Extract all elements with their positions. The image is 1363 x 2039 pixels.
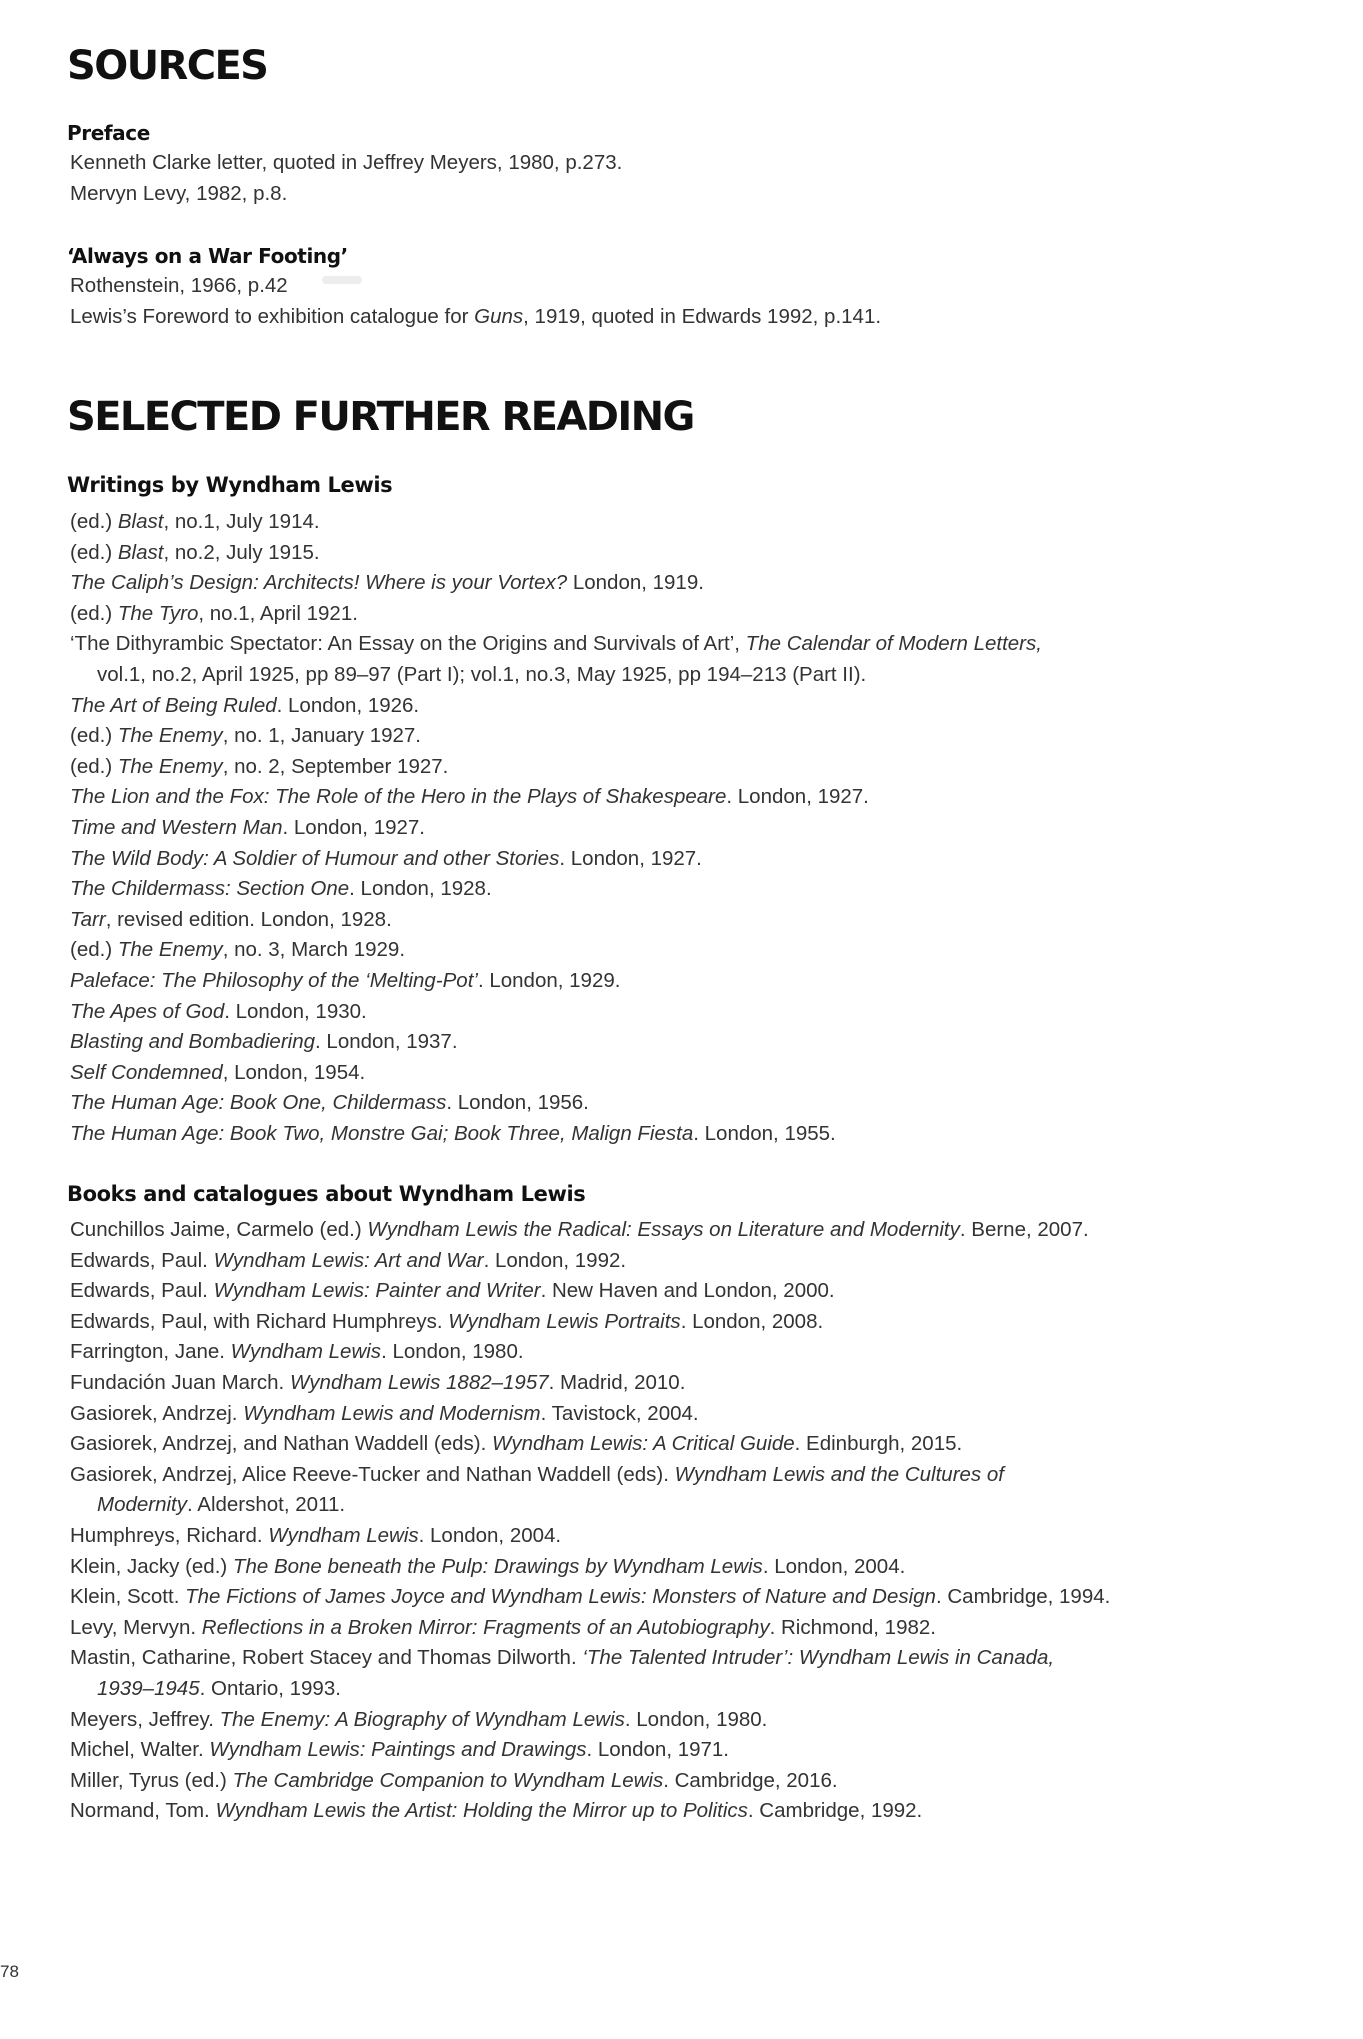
work-title: Wyndham Lewis: Paintings and Drawings [209, 1738, 587, 1762]
entry-text: . London, 1956. [446, 1091, 589, 1115]
entry-text: Levy, Mervyn. [70, 1615, 202, 1639]
reference-entry [70, 1429, 1110, 1460]
reference-entry-continuation [70, 660, 1042, 691]
entry-text: . London, 2004. [418, 1523, 562, 1547]
reference-entry [70, 148, 622, 179]
reference-entry [70, 1276, 1110, 1307]
entry-text: Lewis’s Foreword to exhibition catalogue for [70, 304, 475, 328]
entry-text: (ed.) [70, 724, 118, 748]
work-title: The Human Age: Book Two, Monstre Gai; Book Three, Malign Fiesta [70, 1121, 694, 1145]
work-title: The Tyro [117, 601, 199, 625]
war-footing-list [70, 271, 881, 332]
reference-entry [70, 874, 1042, 905]
reference-entry [70, 538, 1042, 569]
entry-text: Klein, Jacky (ed.) [70, 1554, 233, 1578]
reference-entry [70, 782, 1042, 813]
entry-text: . London, 1992. [483, 1248, 627, 1272]
entry-text: (ed.) [70, 601, 118, 625]
work-title: Guns [474, 304, 524, 328]
work-title: Reflections in a Broken Mirror: Fragments of an Autobiography [201, 1615, 770, 1639]
work-title: The Enemy [117, 724, 223, 748]
reference-entry [70, 179, 622, 210]
page-number: 78 [0, 1962, 19, 1981]
entry-text: . London, 1971. [586, 1738, 730, 1762]
entry-text: . London, 1955. [693, 1121, 836, 1145]
work-title: Paleface: The Philosophy of the ‘Melting-Pot’ [70, 968, 478, 992]
reference-entry [70, 1582, 1110, 1613]
entry-text: , no. 1, January 1927. [222, 724, 421, 748]
reference-entry [70, 1460, 1110, 1491]
reference-entry [70, 935, 1042, 966]
entry-text: . Cambridge, 2016. [663, 1768, 838, 1792]
work-title: The Apes of God [70, 999, 225, 1023]
entry-text: , London, 1954. [222, 1060, 366, 1084]
work-title: Modernity [97, 1493, 188, 1517]
entry-text: vol.1, no.2, April 1925, pp 89–97 (Part I); vol.1, no.3, May 1925, pp 194–213 (Part II). [97, 662, 867, 686]
work-title: Wyndham Lewis and the Cultures of [674, 1462, 1004, 1486]
work-title: Time and Western Man [70, 815, 283, 839]
reference-entry [70, 302, 881, 333]
reference-entry [70, 507, 1042, 538]
entry-text: Michel, Walter. [70, 1738, 210, 1762]
entry-text: Mastin, Catharine, Robert Stacey and Thomas Dilworth. [70, 1646, 583, 1670]
entry-text: . London, 1927. [726, 785, 869, 809]
entry-text: . London, 1980. [624, 1707, 768, 1731]
entry-text: . London, 1927. [282, 815, 425, 839]
reference-entry [70, 271, 881, 302]
work-title: The Calendar of Modern Letters, [745, 632, 1042, 656]
reference-entry [70, 1119, 1042, 1150]
work-title: The Human Age: Book One, Childermass [70, 1091, 447, 1115]
work-title: The Caliph’s Design: Architects! Where is your Vortex? [70, 571, 568, 595]
entry-text: , no.1, July 1914. [163, 510, 320, 533]
work-title: Blast [117, 510, 164, 533]
reference-entry [70, 1246, 1110, 1277]
entry-text: . Cambridge, 1994. [935, 1585, 1111, 1609]
reference-entry [70, 1796, 1110, 1827]
reference-entry [70, 844, 1042, 875]
entry-text: , no. 3, March 1929. [222, 938, 406, 962]
work-title: The Enemy: A Biography of Wyndham Lewis [219, 1707, 625, 1731]
entry-text: Farrington, Jane. [70, 1340, 231, 1364]
entry-text: , no.2, July 1915. [163, 540, 320, 564]
entry-text: . Berne, 2007. [959, 1218, 1089, 1241]
writings-by-lewis-heading: Writings by Wyndham Lewis [67, 473, 393, 497]
work-title: Wyndham Lewis [268, 1523, 419, 1547]
work-title: The Lion and the Fox: The Role of the Hero in the Plays of Shakespeare [70, 785, 727, 809]
entry-text: (ed.) [70, 938, 118, 962]
work-title: Wyndham Lewis [230, 1340, 382, 1364]
further-reading-heading: SELECTED FURTHER READING [67, 394, 694, 440]
entry-text: Normand, Tom. [70, 1799, 216, 1823]
entry-text: Gasiorek, Andrzej, and Nathan Waddell (eds). [70, 1432, 492, 1456]
entry-text: (ed.) [70, 754, 118, 778]
entry-text: . Richmond, 1982. [769, 1615, 936, 1639]
work-title: The Childermass: Section One [70, 877, 350, 901]
reference-entry [70, 1368, 1110, 1399]
entry-text: . London, 2004. [762, 1554, 906, 1578]
sources-heading: SOURCES [67, 43, 268, 89]
entry-text: . London, 1980. [381, 1340, 524, 1364]
work-title: Blasting and Bombadiering [70, 1030, 316, 1054]
reference-entry [70, 905, 1042, 936]
entry-text: . Cambridge, 1992. [747, 1799, 923, 1823]
books-about-lewis-heading: Books and catalogues about Wyndham Lewis [67, 1182, 586, 1206]
entry-text: . London, 1937. [315, 1030, 458, 1054]
reference-entry [70, 721, 1042, 752]
reference-entry [70, 1399, 1110, 1430]
reference-entry [70, 1337, 1110, 1368]
entry-text: Klein, Scott. [70, 1585, 186, 1609]
work-title: The Bone beneath the Pulp: Drawings by Wyndham Lewis [232, 1554, 763, 1578]
reference-entry [70, 1613, 1110, 1644]
reference-entry [70, 1521, 1110, 1552]
work-title: ‘The Talented Intruder’: Wyndham Lewis in Canada, [582, 1646, 1055, 1670]
entry-text: Miller, Tyrus (ed.) [70, 1768, 233, 1792]
reference-entry [70, 599, 1042, 630]
reference-entry [70, 1307, 1110, 1338]
reference-entry [70, 1088, 1042, 1119]
books-about-lewis-list [70, 1215, 1110, 1827]
entry-text: . Edinburgh, 2015. [794, 1432, 963, 1456]
entry-text: Gasiorek, Andrzej. [70, 1401, 244, 1425]
entry-text: . Tavistock, 2004. [540, 1401, 699, 1425]
entry-text: London, 1919. [567, 571, 704, 595]
entry-text: . London, 1928. [349, 877, 492, 901]
reference-entry [70, 1027, 1042, 1058]
entry-text: Mervyn Levy, 1982, p.8. [70, 181, 288, 205]
work-title: Wyndham Lewis: Art and War [213, 1248, 484, 1272]
work-title: The Enemy [117, 938, 223, 962]
entry-text: ‘The Dithyrambic Spectator: An Essay on the Origins and Survivals of Art’, [70, 632, 746, 656]
entry-text: Kenneth Clarke letter, quoted in Jeffrey Meyers, 1980, p.273. [70, 151, 623, 174]
writings-by-lewis-list [70, 507, 1042, 1149]
entry-text: Rothenstein, 1966, p.42 [70, 274, 288, 297]
entry-text: (ed.) [70, 540, 118, 564]
reference-entry [70, 1643, 1110, 1674]
reference-entry [70, 966, 1042, 997]
reference-entry [70, 1552, 1110, 1583]
reference-entry [70, 629, 1042, 660]
reference-entry [70, 1215, 1110, 1246]
work-title: Wyndham Lewis the Radical: Essays on Literature and Modernity [367, 1218, 960, 1241]
entry-text: . Aldershot, 2011. [187, 1493, 346, 1517]
work-title: The Art of Being Ruled [70, 693, 277, 717]
work-title: The Wild Body: A Soldier of Humour and other Stories [70, 846, 560, 870]
entry-text: . London, 1929. [477, 968, 621, 992]
work-title: Tarr [70, 907, 106, 931]
entry-text: Humphreys, Richard. [70, 1523, 269, 1547]
entry-text: Edwards, Paul. [70, 1279, 214, 1303]
work-title: The Fictions of James Joyce and Wyndham Lewis: Monsters of Nature and Design [185, 1585, 936, 1609]
work-title: The Enemy [117, 754, 223, 778]
work-title: Wyndham Lewis: Painter and Writer [213, 1279, 541, 1303]
work-title: Wyndham Lewis 1882–1957 [289, 1370, 549, 1394]
reference-entry [70, 997, 1042, 1028]
entry-text: Meyers, Jeffrey. [70, 1707, 220, 1731]
entry-text: (ed.) [70, 510, 118, 533]
entry-text: Fundación Juan March. [70, 1370, 290, 1394]
reference-entry [70, 568, 1042, 599]
entry-text: . London, 1927. [559, 846, 702, 870]
reference-entry [70, 691, 1042, 722]
reference-entry [70, 1735, 1110, 1766]
entry-text: , no. 2, September 1927. [222, 754, 449, 778]
entry-text: . New Haven and London, 2000. [540, 1279, 835, 1303]
work-title: Wyndham Lewis the Artist: Holding the Mirror up to Politics [215, 1799, 748, 1823]
preface-list [70, 148, 622, 209]
entry-text: . London, 2008. [680, 1309, 824, 1333]
work-title: Self Condemned [70, 1060, 223, 1084]
reference-entry [70, 1766, 1110, 1797]
work-title: Wyndham Lewis Portraits [448, 1309, 681, 1333]
reference-entry [70, 1705, 1110, 1736]
entry-text: , revised edition. London, 1928. [105, 907, 392, 931]
entry-text: Edwards, Paul, with Richard Humphreys. [70, 1309, 449, 1333]
work-title: Wyndham Lewis: A Critical Guide [491, 1432, 795, 1456]
reference-entry-continuation [70, 1674, 1110, 1705]
reference-entry-continuation [70, 1490, 1110, 1521]
entry-text: . Ontario, 1993. [199, 1676, 341, 1700]
entry-text: . Madrid, 2010. [548, 1370, 686, 1394]
entry-text: , no.1, April 1921. [198, 601, 358, 625]
reference-entry [70, 752, 1042, 783]
entry-text: Gasiorek, Andrzej, Alice Reeve-Tucker and Nathan Waddell (eds). [70, 1462, 675, 1486]
war-footing-heading: ‘Always on a War Footing’ [67, 244, 348, 268]
entry-text: Edwards, Paul. [70, 1248, 214, 1272]
entry-text: Cunchillos Jaime, Carmelo (ed.) [70, 1218, 368, 1241]
work-title: Wyndham Lewis and Modernism [243, 1401, 541, 1425]
reference-entry [70, 813, 1042, 844]
work-title: 1939–1945 [97, 1676, 200, 1700]
work-title: Blast [117, 540, 164, 564]
entry-text: , 1919, quoted in Edwards 1992, p.141. [523, 304, 882, 328]
reference-entry [70, 1058, 1042, 1089]
entry-text: . London, 1930. [224, 999, 367, 1023]
entry-text: . London, 1926. [276, 693, 420, 717]
preface-heading: Preface [67, 121, 150, 145]
work-title: The Cambridge Companion to Wyndham Lewis [232, 1768, 664, 1792]
